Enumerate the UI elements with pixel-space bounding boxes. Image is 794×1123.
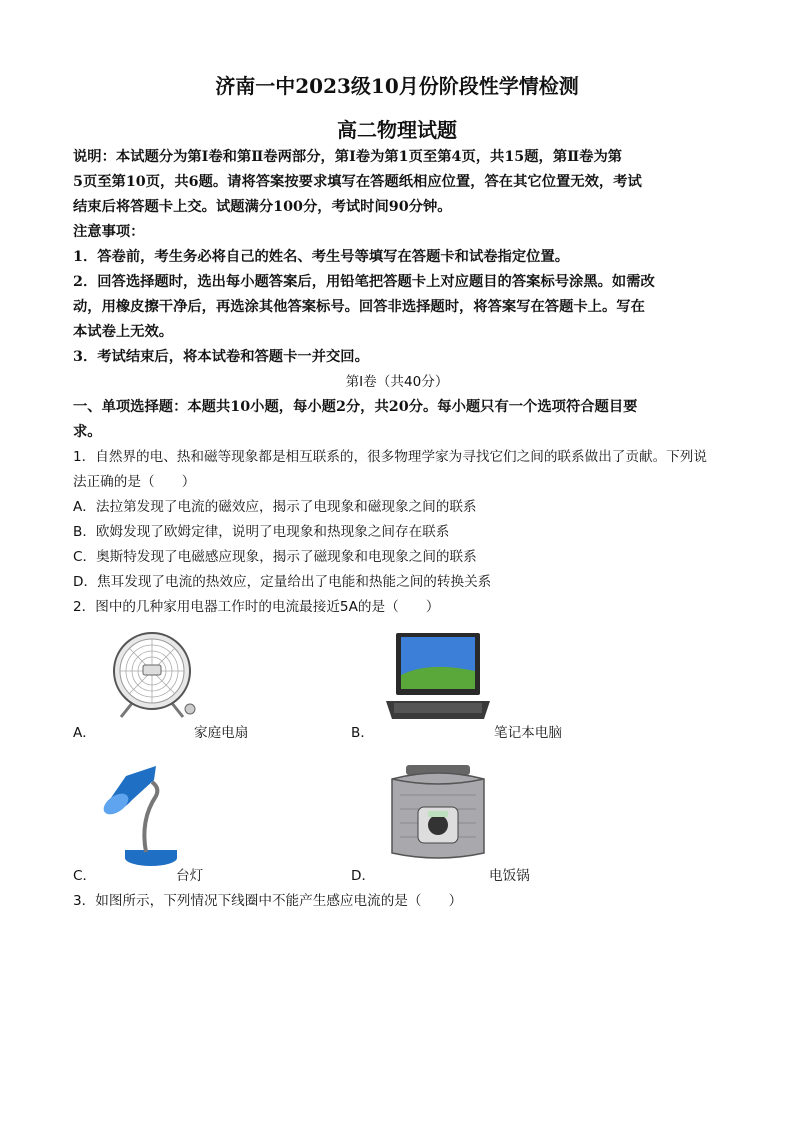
- instructions-line-3: 结束后将答题卡上交。试题满分100分，考试时间90分钟。: [73, 199, 452, 215]
- q1-option-c: C．奥斯特发现了电磁感应现象，揭示了磁现象和电现象之间的联系: [73, 549, 477, 565]
- exam-title: 济南一中2023级10月份阶段性学情检测: [215, 74, 579, 98]
- q2-option-c-caption: 台灯: [176, 868, 204, 884]
- note-2-line-1: 2．回答选择题时，选出每小题答案后，用铅笔把答题卡上对应题目的答案标号涂黑。如需改: [73, 274, 655, 290]
- q2-option-d-letter: D．: [351, 868, 376, 884]
- q2-stem: 2．图中的几种家用电器工作时的电流最接近5A的是（ ）: [73, 599, 440, 615]
- note-1: 1．答卷前，考生务必将自己的姓名、考生号等填写在答题卡和试卷指定位置。: [73, 249, 570, 265]
- q1-option-a: A．法拉第发现了电流的磁效应，揭示了电现象和磁现象之间的联系: [73, 499, 477, 515]
- instructions-line-2: 5页至第10页，共6题。请将答案按要求填写在答题纸相应位置，答在其它位置无效，考试: [73, 174, 642, 190]
- q1-option-d: D．焦耳发现了电流的热效应，定量给出了电能和热能之间的转换关系: [73, 574, 492, 590]
- notes-heading: 注意事项：: [73, 224, 145, 240]
- rice-cooker-icon: [386, 765, 490, 865]
- q3-stem: 3．如图所示，下列情况下线圈中不能产生感应电流的是（ ）: [73, 893, 463, 909]
- exam-subtitle: 高二物理试题: [337, 118, 457, 142]
- note-3: 3．考试结束后，将本试卷和答题卡一并交回。: [73, 349, 369, 365]
- note-2-line-2: 动，用橡皮擦干净后，再选涂其他答案标号。回答非选择题时，将答案写在答题卡上。写在: [73, 299, 645, 315]
- q2-option-a-letter: A．: [73, 725, 96, 741]
- q1-option-b: B．欧姆发现了欧姆定律，说明了电现象和热现象之间存在联系: [73, 524, 450, 540]
- section-heading-line-1: 一、单项选择题：本题共10小题，每小题2分，共20分。每小题只有一个选项符合题目要: [73, 399, 638, 415]
- laptop-icon: [384, 631, 492, 723]
- q2-option-b-caption: 笔记本电脑: [494, 725, 562, 741]
- electric-fan-icon: [107, 629, 197, 723]
- q2-option-a-caption: 家庭电扇: [194, 725, 249, 741]
- section-title: 第Ⅰ卷（共40分）: [345, 374, 449, 390]
- q1-stem-line-2: 法正确的是（ ）: [73, 474, 196, 490]
- q2-option-d-caption: 电饭锅: [489, 868, 530, 884]
- note-2-line-3: 本试卷上无效。: [73, 324, 174, 340]
- instructions-line-1: 说明：本试题分为第Ⅰ卷和第Ⅱ卷两部分，第Ⅰ卷为第1页至第4页，共15题，第Ⅱ卷为第: [73, 149, 623, 165]
- q2-option-b-letter: B．: [351, 725, 374, 741]
- q1-stem-line-1: 1．自然界的电、热和磁等现象都是相互联系的，很多物理学家为寻找它们之间的联系做出了贡献。下列说: [73, 449, 707, 465]
- q2-option-c-letter: C．: [73, 868, 97, 884]
- desk-lamp-icon: [96, 760, 180, 868]
- section-heading-line-2: 求。: [73, 424, 102, 440]
